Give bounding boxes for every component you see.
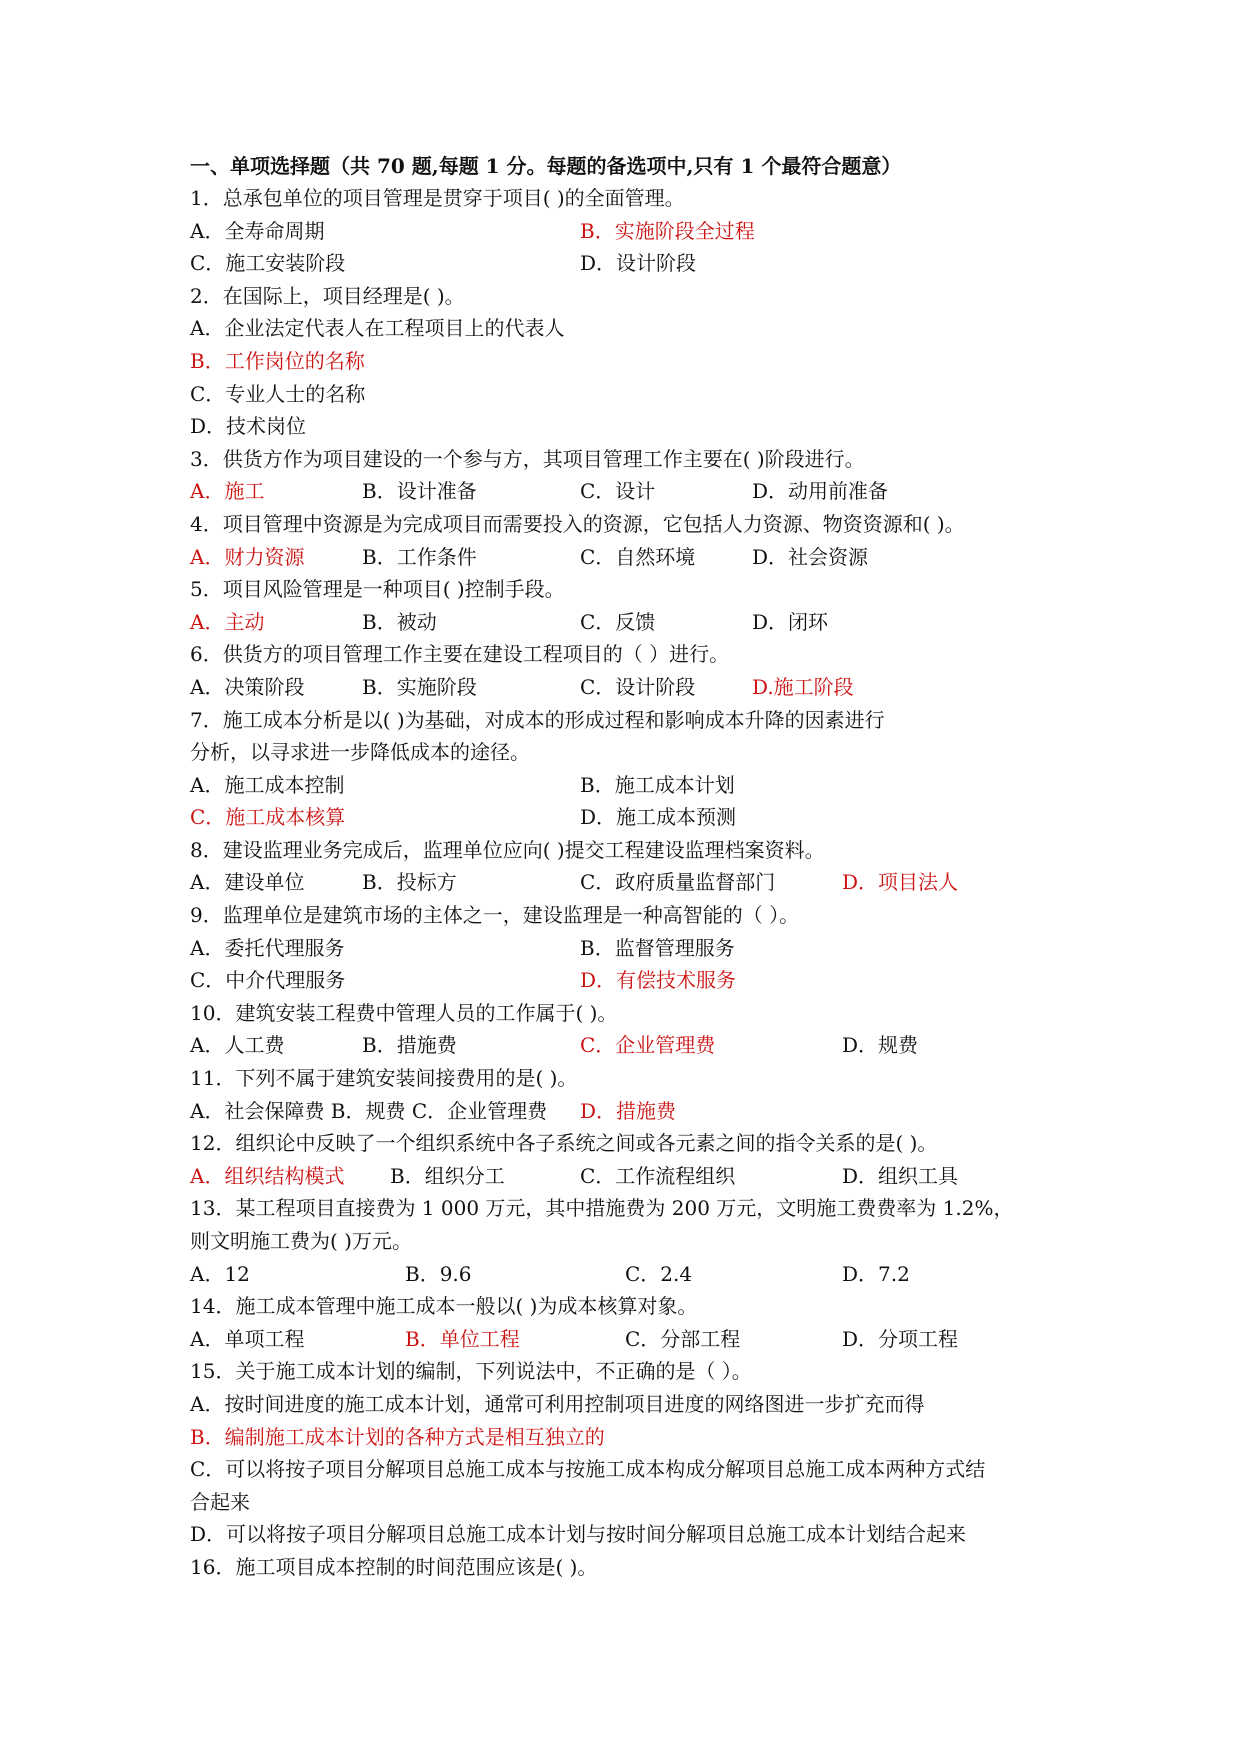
option-b: B．施工成本计划 xyxy=(580,772,735,797)
question-12: 12．组织论中反映了一个组织系统中各子系统之间或各元素之间的指令关系的是( )。 xyxy=(190,1131,938,1156)
option-b: B．措施费 xyxy=(362,1033,457,1058)
question-15: 15．关于施工成本计划的编制，下列说法中，不正确的是（ ）。 xyxy=(190,1359,752,1384)
option-c: C．政府质量监督部门 xyxy=(580,870,776,895)
question-16: 16．施工项目成本控制的时间范围应该是( )。 xyxy=(190,1554,598,1579)
option-c: C．反馈 xyxy=(580,609,656,634)
option-a: A．委托代理服务 xyxy=(190,935,345,960)
option-b-answer: B．9.6 xyxy=(405,1261,472,1286)
option-a: A．人工费 xyxy=(190,1033,285,1058)
option-c: C．分部工程 xyxy=(625,1326,741,1351)
option-abc: A．社会保障费 B．规费 C．企业管理费 xyxy=(190,1098,548,1123)
question-5: 5．项目风险管理是一种项目( )控制手段。 xyxy=(190,577,565,602)
option-d: D．分项工程 xyxy=(842,1326,959,1351)
option-a-answer: A．施工 xyxy=(190,479,265,504)
option-a: A．建设单位 xyxy=(190,870,305,895)
option-d: D．可以将按子项目分解项目总施工成本计划与按时间分解项目总施工成本计划结合起来 xyxy=(190,1522,967,1547)
option-c: C．中介代理服务 xyxy=(190,968,346,993)
exam-content xyxy=(190,150,1070,1584)
option-d: D．技术岗位 xyxy=(190,414,307,439)
option-c: C．自然环境 xyxy=(580,544,696,569)
options-row xyxy=(190,1323,1070,1356)
options-row xyxy=(190,769,1070,802)
option-c: C．专业人士的名称 xyxy=(190,381,366,406)
options-row xyxy=(190,475,1070,508)
question-7-continued: 分析，以寻求进一步降低成本的途径。 xyxy=(190,740,530,765)
question-14: 14．施工成本管理中施工成本一般以( )为成本核算对象。 xyxy=(190,1294,698,1319)
options-row xyxy=(190,1160,1070,1193)
options-row xyxy=(190,1095,1070,1128)
options-row xyxy=(190,866,1070,899)
options-row xyxy=(190,215,1070,248)
option-c: C．设计 xyxy=(580,479,656,504)
option-a-answer: A．主动 xyxy=(190,609,265,634)
option-b: B．被动 xyxy=(362,609,437,634)
options-row xyxy=(190,1029,1070,1062)
option-b: B．设计准备 xyxy=(362,479,477,504)
option-c: C．可以将按子项目分解项目总施工成本与按施工成本构成分解项目总施工成本两种方式结 xyxy=(190,1457,986,1482)
options-row xyxy=(190,671,1070,704)
option-d: D．规费 xyxy=(842,1033,919,1058)
option-c-continued: 合起来 xyxy=(190,1489,250,1514)
option-a-answer: A．财力资源 xyxy=(190,544,305,569)
option-a: A．12 xyxy=(190,1261,250,1286)
options-row xyxy=(190,964,1070,997)
option-c: C．2.4 xyxy=(625,1261,693,1286)
question-1: 1．总承包单位的项目管理是贯穿于项目( )的全面管理。 xyxy=(190,186,685,210)
option-a: A．企业法定代表人在工程项目上的代表人 xyxy=(190,316,565,341)
question-3: 3．供货方作为项目建设的一个参与方，其项目管理工作主要在( )阶段进行。 xyxy=(190,446,865,471)
question-2: 2．在国际上，项目经理是( )。 xyxy=(190,283,465,308)
option-b-answer: B．实施阶段全过程 xyxy=(580,218,755,243)
question-11: 11．下列不属于建筑安装间接费用的是( )。 xyxy=(190,1066,578,1091)
question-13-continued: 则文明施工费为( )万元。 xyxy=(190,1229,412,1253)
option-c: C．工作流程组织 xyxy=(580,1163,736,1188)
option-b: B．投标方 xyxy=(362,870,457,895)
option-a: A．按时间进度的施工成本计划，通常可利用控制项目进度的网络图进一步扩充而得 xyxy=(190,1391,925,1416)
question-4: 4．项目管理中资源是为完成项目而需要投入的资源，它包括人力资源、物资资源和( )。 xyxy=(190,511,965,536)
options-row xyxy=(190,801,1070,834)
section-title: 一、单项选择题（共 70 题,每题 1 分。每题的备选项中,只有 1 个最符合题意） xyxy=(190,154,902,178)
option-b: B．监督管理服务 xyxy=(580,935,735,960)
option-d-answer: D．项目法人 xyxy=(842,870,959,895)
option-a: A．全寿命周期 xyxy=(190,218,325,243)
option-b-answer: B．工作岗位的名称 xyxy=(190,348,365,373)
option-d: D．动用前准备 xyxy=(752,479,889,504)
options-row xyxy=(190,932,1070,965)
question-13: 13．某工程项目直接费为 1 000 万元，其中措施费为 200 万元，文明施工费费率为 1.2%， xyxy=(190,1196,1014,1221)
option-d: D．闭环 xyxy=(752,609,829,634)
option-b: B．实施阶段 xyxy=(362,674,477,699)
question-10: 10．建筑安装工程费中管理人员的工作属于( )。 xyxy=(190,1000,618,1025)
option-b: B．组织分工 xyxy=(390,1163,505,1188)
options-row xyxy=(190,247,1070,280)
question-6: 6．供货方的项目管理工作主要在建设工程项目的（ ）进行。 xyxy=(190,642,730,667)
option-b-answer: B．单位工程 xyxy=(405,1326,520,1351)
options-row xyxy=(190,541,1070,574)
question-8: 8．建设监理业务完成后，监理单位应向( )提交工程建设监理档案资料。 xyxy=(190,837,825,862)
option-d: D．7.2 xyxy=(842,1261,910,1286)
options-row xyxy=(190,1258,1070,1291)
option-d-answer: D．有偿技术服务 xyxy=(580,968,737,993)
question-7: 7．施工成本分析是以( )为基础，对成本的形成过程和影响成本升降的因素进行 xyxy=(190,707,885,732)
options-row xyxy=(190,606,1070,639)
option-d-answer: D．措施费 xyxy=(580,1098,677,1123)
option-d-answer: D.施工阶段 xyxy=(752,674,854,699)
option-d: D．施工成本预测 xyxy=(580,805,737,830)
option-d: D．设计阶段 xyxy=(580,251,697,276)
option-c-answer: C．企业管理费 xyxy=(580,1033,716,1058)
option-a: A．施工成本控制 xyxy=(190,772,345,797)
question-9: 9．监理单位是建筑市场的主体之一，建设监理是一种高智能的（ ）。 xyxy=(190,903,800,928)
option-c: C．设计阶段 xyxy=(580,674,696,699)
option-c: C．施工安装阶段 xyxy=(190,251,346,276)
option-a: A．单项工程 xyxy=(190,1326,305,1351)
option-b: B．工作条件 xyxy=(362,544,477,569)
option-a-answer: A．组织结构模式 xyxy=(190,1163,345,1188)
option-a: A．决策阶段 xyxy=(190,674,305,699)
option-d: D．社会资源 xyxy=(752,544,869,569)
option-c-answer: C．施工成本核算 xyxy=(190,805,346,830)
option-b-answer: B．编制施工成本计划的各种方式是相互独立的 xyxy=(190,1424,605,1449)
option-d: D．组织工具 xyxy=(842,1163,959,1188)
